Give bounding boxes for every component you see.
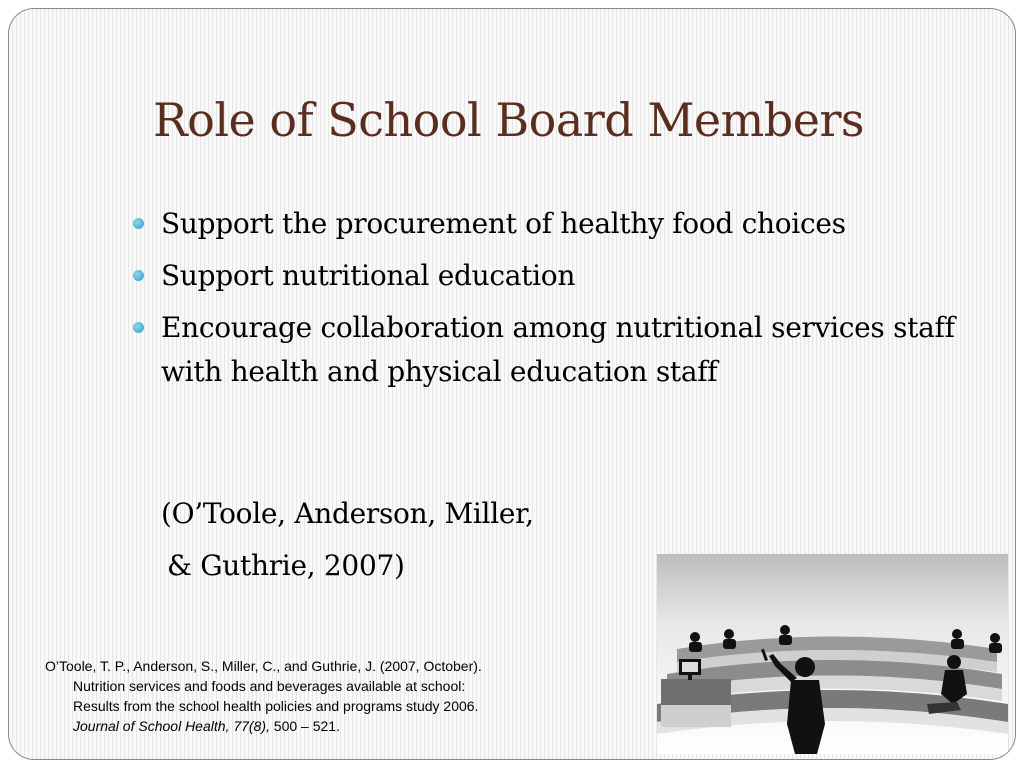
- reference-journal: Journal of School Health, 77(8),: [73, 718, 270, 734]
- bullet-text: Encourage collaboration among nutritional services staff with health and physical education staff: [161, 311, 955, 388]
- reference-source: [45, 716, 605, 736]
- bullet-item: [129, 202, 989, 246]
- bullet-text: Support nutritional education: [161, 259, 576, 292]
- bullet-item: [129, 306, 989, 394]
- citation-line-1: (O’Toole, Anderson, Miller,: [161, 497, 534, 530]
- bullet-list: [129, 202, 989, 402]
- reference-pages: 500 – 521.: [269, 718, 340, 734]
- bullet-dot-icon: [133, 322, 144, 333]
- reference-authors: O’Toole, T. P., Anderson, S., Miller, C., and Guthrie, J. (2007, October).: [45, 658, 482, 674]
- board-meeting-image: [657, 554, 1008, 754]
- board-meeting-illustration: [657, 554, 1008, 754]
- bullet-dot-icon: [133, 218, 144, 229]
- reference-title-2: Results from the school health policies and programs study 2006.: [73, 698, 479, 714]
- bullet-item: [129, 254, 989, 298]
- bullet-text: Support the procurement of healthy food choices: [161, 207, 846, 240]
- citation-line-2: & Guthrie, 2007): [167, 549, 405, 582]
- reference-title-1: Nutrition services and foods and beverages available at school:: [73, 678, 466, 694]
- slide-title: Role of School Board Members: [153, 93, 865, 147]
- reference: [45, 656, 605, 736]
- bullet-dot-icon: [133, 270, 144, 281]
- slide: [8, 8, 1016, 760]
